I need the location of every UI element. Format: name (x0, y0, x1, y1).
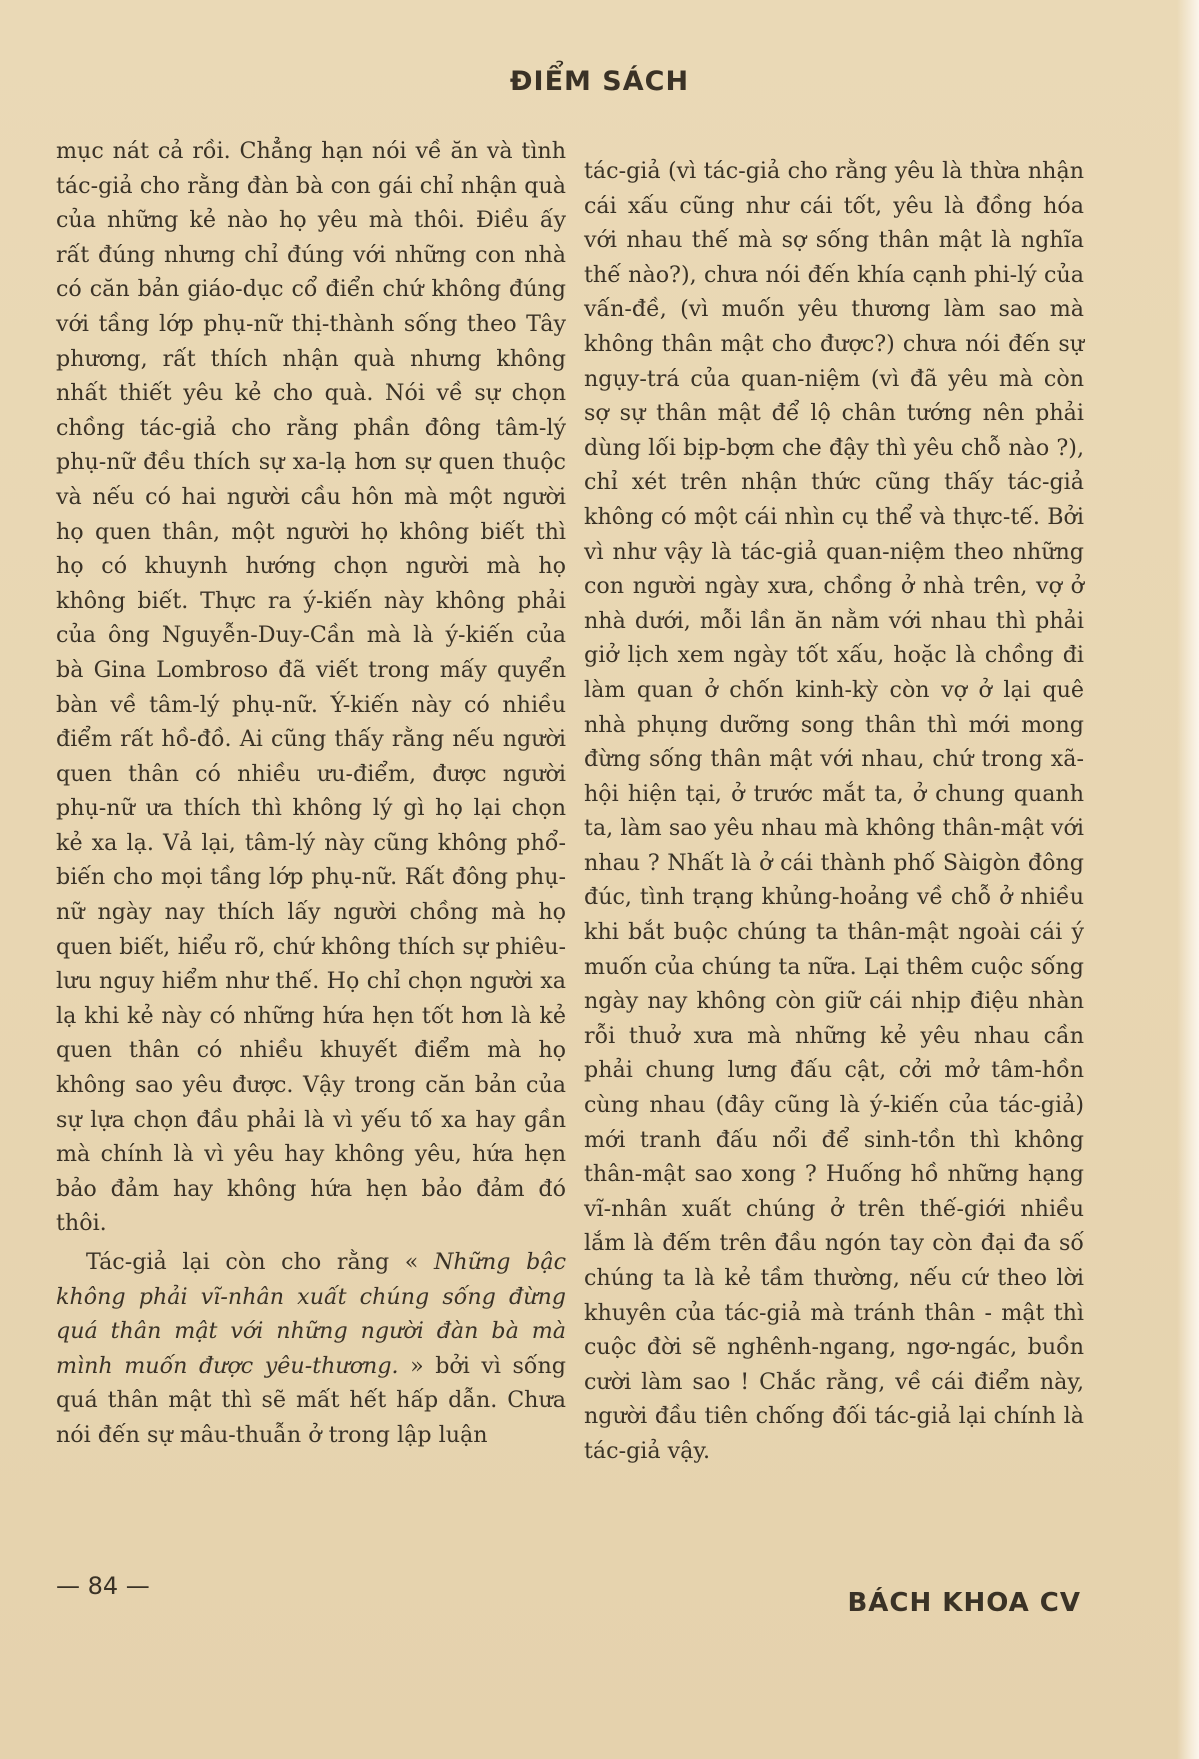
left-column (56, 134, 566, 1453)
paragraph-text: » bởi vì sống quá thân mật thì sẽ mất hết hấp dẫn. Chưa nói đến sự mâu-thuẫn ở trong lập luận (56, 1352, 566, 1448)
paragraph: tác-giả (vì tác-giả cho rằng yêu là thừa nhận cái xấu cũng như cái tốt, yêu là đồng hóa với nhau thế mà sợ sống thân mật là nghĩa thế nào?), chưa nói đến khía cạnh phi-lý của vấn-đề, (vì muốn yêu thương làm sao mà không thân mật cho được?) chưa nói đến sự ngụy-trá của quan-niệm (vì đã yêu mà còn sợ sự thân mật để lộ chân tướng nên phải dùng lối bịp-bợm che đậy thì yêu chỗ nào ?), chỉ xét trên nhận thức cũng thấy tác-giả không có một cái nhìn cụ thể và thực-tế. Bởi vì như vậy là tác-giả quan-niệm theo những con người ngày xưa, chồng ở nhà trên, vợ ở nhà dưới, mỗi lần ăn nằm với nhau thì phải giở lịch xem ngày tốt xấu, hoặc là chồng đi làm quan ở chốn kinh-kỳ còn vợ ở lại quê nhà phụng dưỡng song thân thì mới mong đừng sống thân mật với nhau, chứ trong xã-hội hiện tại, ở trước mắt ta, ở chung quanh ta, làm sao yêu nhau mà không thân-mật với nhau ? Nhất là ở cái thành phố Sàigòn đông đúc, tình trạng khủng-hoảng về chỗ ở nhiều khi bắt buộc chúng ta thân-mật ngoài cái ý muốn của chúng ta nữa. Lại thêm cuộc sống ngày nay không còn giữ cái nhịp điệu nhàn rỗi thuở xưa mà những kẻ yêu nhau cần phải chung lưng đấu cật, cởi mở tâm-hồn cùng nhau (đây cũng là ý-kiến của tác-giả) mới tranh đấu nổi để sinh-tồn thì không thân-mật sao xong ? Huống hồ những hạng vĩ-nhân xuất chúng ở trên thế-giới nhiều lắm là đếm trên đầu ngón tay còn đại đa số chúng ta là kẻ tầm thường, nếu cứ theo lời khuyên của tác-giả mà tránh thân - mật thì cuộc đời sẽ nghênh-ngang, ngơ-ngác, buồn cười làm sao ! Chắc rằng, về cái điểm này, người đầu tiên chống đối tác-giả lại chính là tác-giả vậy. (584, 158, 1084, 1464)
page-edge (1177, 0, 1199, 1759)
section-title: ĐIỂM SÁCH (509, 66, 690, 97)
paragraph-text: Tác-giả lại còn cho rằng « (86, 1249, 435, 1275)
right-column (584, 154, 1084, 1469)
quoted-text: Những bậc không phải vĩ-nhân xuất chúng sống đừng quá thân mật với những người đàn bà mà mình muốn được yêu-thương. (56, 1249, 566, 1379)
paragraph: mục nát cả rồi. Chẳng hạn nói về ăn và tình tác-giả cho rằng đàn bà con gái chỉ nhận quà của những kẻ nào họ yêu mà thôi. Điều ấy rất đúng nhưng chỉ đúng với những con nhà có căn bản giáo-dục cổ điển chứ không đúng với tầng lớp phụ-nữ thị-thành sống theo Tây phương, rất thích nhận quà nhưng không nhất thiết yêu kẻ cho quà. Nói về sự chọn chồng tác-giả cho rằng phần đông tâm-lý phụ-nữ đều thích sự xa-lạ hơn sự quen thuộc và nếu có hai người cầu hôn mà một người họ quen thân, một người họ không biết thì họ có khuynh hướng chọn người mà họ không biết. Thực ra ý-kiến này không phải của ông Nguyễn-Duy-Cần mà là ý-kiến của bà Gina Lombroso đã viết trong mấy quyển bàn về tâm-lý phụ-nữ. Ý-kiến này có nhiều điểm rất hồ-đồ. Ai cũng thấy rằng nếu người quen thân có nhiều ưu-điểm, được người phụ-nữ ưa thích thì không lý gì họ lại chọn kẻ xa lạ. Vả lại, tâm-lý này cũng không phổ-biến cho mọi tầng lớp phụ-nữ. Rất đông phụ-nữ ngày nay thích lấy người chồng mà họ quen biết, hiểu rõ, chứ không thích sự phiêu-lưu nguy hiểm như thế. Họ chỉ chọn người xa lạ khi kẻ này có những hứa hẹn tốt hơn là kẻ quen thân có nhiều khuyết điểm mà họ không sao yêu được. Vậy trong căn bản của sự lựa chọn đầu phải là vì yếu tố xa hay gần mà chính là vì yêu hay không yêu, hứa hẹn bảo đảm hay không hứa hẹn bảo đảm đó thôi. (56, 138, 566, 1237)
magazine-name: BÁCH KHOA CV (847, 1588, 1081, 1618)
paragraph-quote (56, 1245, 566, 1453)
page-number: — 84 — (56, 1572, 150, 1600)
